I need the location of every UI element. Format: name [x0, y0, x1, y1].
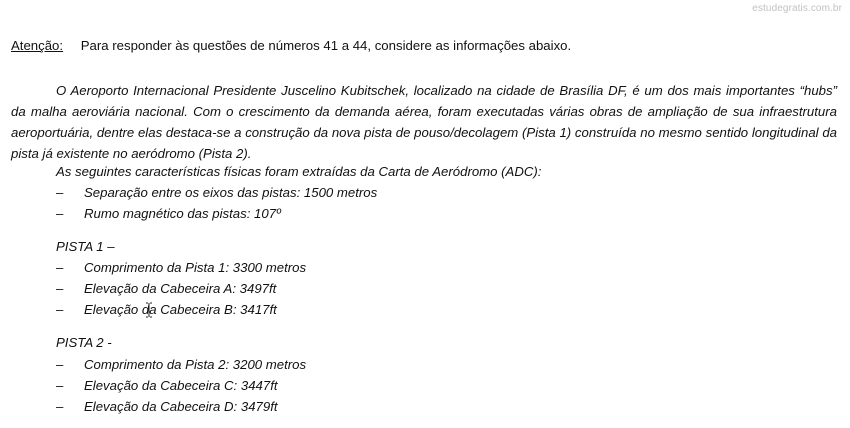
list-item-text: Elevação da Cabeceira D: 3479ft: [84, 399, 278, 414]
text-cursor-icon: [145, 302, 153, 318]
site-watermark: estudegratis.com.br: [752, 3, 842, 14]
list-item: [56, 260, 306, 275]
list-item: [56, 185, 377, 200]
dash-bullet: –: [56, 302, 64, 317]
list-item: [56, 281, 276, 296]
dash-bullet: –: [56, 378, 64, 393]
attention-header: [11, 38, 571, 53]
list-item-text: Separação entre os eixos das pistas: 1500 metros: [84, 185, 378, 200]
list-item-text: Comprimento da Pista 2: 3200 metros: [84, 357, 307, 372]
context-paragraph: O Aeroporto Internacional Presidente Juscelino Kubitschek, localizado na cidade de Brasília DF, é um dos mais importantes “hubs” da malha aeroviária nacional. Com o crescimento da demanda aérea, foram executadas várias obras de ampliação de sua infraestrutura aeroportuária, dentre elas destaca-se a construção da nova pista de pouso/decolagem (Pista 1) construída no mesmo sentido longitudinal da pista já existente no aeródromo (Pista 2).: [11, 83, 837, 161]
dash-bullet: –: [56, 185, 64, 200]
pista1-title: PISTA 1 –: [56, 239, 115, 254]
list-item: [56, 399, 278, 414]
list-item: [56, 206, 281, 221]
dash-bullet: –: [56, 357, 64, 372]
dash-bullet: –: [56, 399, 64, 414]
list-item-text: Elevação da Cabeceira B: 3417ft: [84, 302, 277, 317]
pista2-title: PISTA 2 -: [56, 335, 112, 350]
dash-bullet: –: [56, 206, 64, 221]
list-item: [56, 302, 277, 317]
instruction-text: Para responder às questões de números 41 a 44, considere as informações abaixo.: [80, 38, 572, 53]
list-item: [56, 357, 306, 372]
list-item-text: Elevação da Cabeceira A: 3497ft: [84, 281, 277, 296]
dash-bullet: –: [56, 260, 64, 275]
characteristics-intro: As seguintes características físicas foram extraídas da Carta de Aeródromo (ADC):: [56, 164, 542, 179]
list-item-text: Rumo magnético das pistas: 107º: [84, 206, 281, 221]
list-item-text: Elevação da Cabeceira C: 3447ft: [84, 378, 278, 393]
attention-label: Atenção:: [11, 38, 64, 53]
list-item: [56, 378, 278, 393]
dash-bullet: –: [56, 281, 64, 296]
list-item-text: Comprimento da Pista 1: 3300 metros: [84, 260, 307, 275]
